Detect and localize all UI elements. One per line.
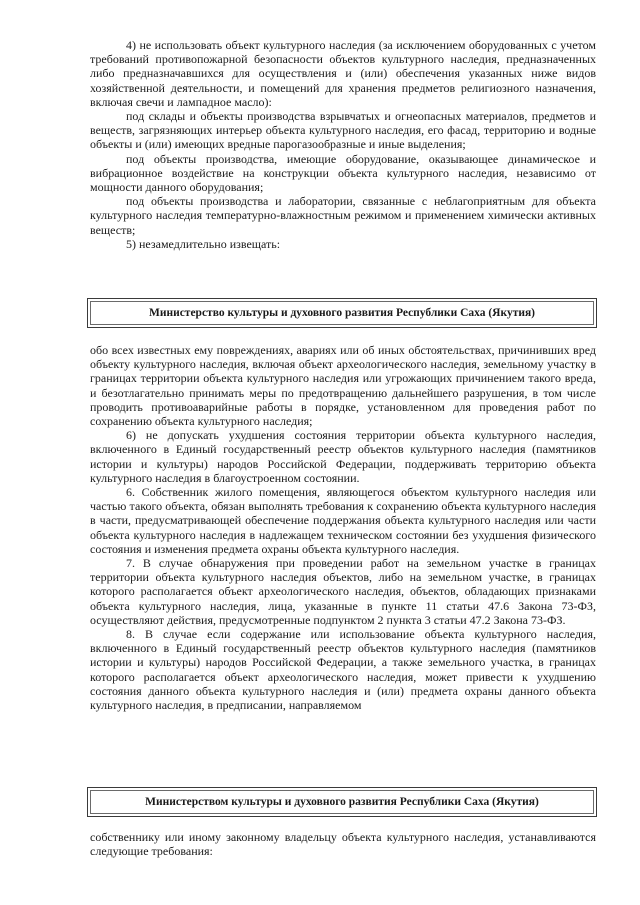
stamp-text: Министерство культуры и духовного развития Республики Саха (Якутия) (148, 306, 536, 319)
paragraph-warehouses: под склады и объекты производства взрывчатых и огнеопасных материалов, предметов и веществ, загрязняющих интерьер объекта культурного наследия, его фасад, территорию и водные объекты и (или) имеющих вредные парогазообразные и иные выделения; (90, 109, 596, 152)
top-section (90, 38, 596, 251)
stamp-text: Министерством культуры и духовного развития Республики Саха (Якутия) (145, 795, 539, 808)
paragraph-clause-8: 8. В случае если содержание или использование объекта культурного наследия, включенного в Единый государственный реестр объектов культурного наследия (памятников истории и культуры) народов Российской Федерации, а также земельного участка, в границах которого располагается объект археологического наследия, может привести к ухудшению состояния данного объекта культурного наследия и (или) предмета охраны данного объекта культурного наследия, в предписании, направляемом (90, 627, 596, 713)
paragraph-clause-6: 6. Собственник жилого помещения, являющегося объектом культурного наследия или частью такого объекта, обязан выполнять требования к сохранению объекта культурного наследия в части, предусматривающей обеспечение поддержания объекта культурного наследия или части объекта культурного наследия в надлежащем техническом состоянии без ухудшения физического состояния и изменения предмета охраны объекта культурного наследия. (90, 485, 596, 556)
paragraph-item-6: 6) не допускать ухудшения состояния территории объекта культурного наследия, включенного в Единый государственный реестр объектов культурного наследия (памятников истории и культуры) народов Российской Федерации, поддерживать территорию объекта культурного наследия в благоустроенном состоянии. (90, 428, 596, 485)
paragraph-laboratories: под объекты производства и лаборатории, связанные с неблагоприятным для объекта культурного наследия температурно-влажностным режимом и применением химически активных веществ; (90, 194, 596, 237)
bottom-section (90, 830, 596, 858)
paragraph-clause-7: 7. В случае обнаружения при проведении работ на земельном участке в границах территории объекта культурного наследия объектов, либо на земельном участке, в границах которого располагается объект археологического наследия, объектов, обладающих признаками объекта культурного наследия, лица, указанные в пункте 11 статьи 47.6 Закона 73-ФЗ, осуществляют действия, предусмотренные подпунктом 2 пункта 3 статьи 47.2 Закона 73-ФЗ. (90, 556, 596, 627)
paragraph-notify: обо всех известных ему повреждениях, авариях или об иных обстоятельствах, причинивших вред объекту культурного наследия, включая объект археологического наследия, земельному участку в границах территории объекта культурного наследия или угрожающих причинением такого вреда, и безотлагательно принимать меры по предотвращению дальнейшего разрушения, в том числе проводить противоаварийные работы в порядке, установленном для проведения работ по сохранению объекта культурного наследия; (90, 343, 596, 429)
middle-section (90, 343, 596, 712)
paragraph-vibration: под объекты производства, имеющие оборудование, оказывающее динамическое и вибрационное воздействие на конструкции объекта культурного наследия, независимо от мощности данного оборудования; (90, 151, 596, 195)
paragraph-item-5: 5) незамедлительно извещать: (126, 236, 281, 251)
ministry-stamp-top (87, 298, 597, 328)
ministry-stamp-bottom (87, 787, 597, 817)
paragraph-owner-requirements: собственнику или иному законному владельцу объекта культурного наследия, устанавливаются следующие требования: (90, 830, 596, 859)
paragraph-item-4: 4) не использовать объект культурного наследия (за исключением оборудованных с учетом требований противопожарной безопасности объектов культурного наследия, предназначенных либо предназначавшихся для осуществления и (или) обеспечения указанных ниже видов хозяйственной деятельности, и помещений для хранения предметов религиозного назначения, включая свечи и лампадное масло): (90, 38, 596, 109)
